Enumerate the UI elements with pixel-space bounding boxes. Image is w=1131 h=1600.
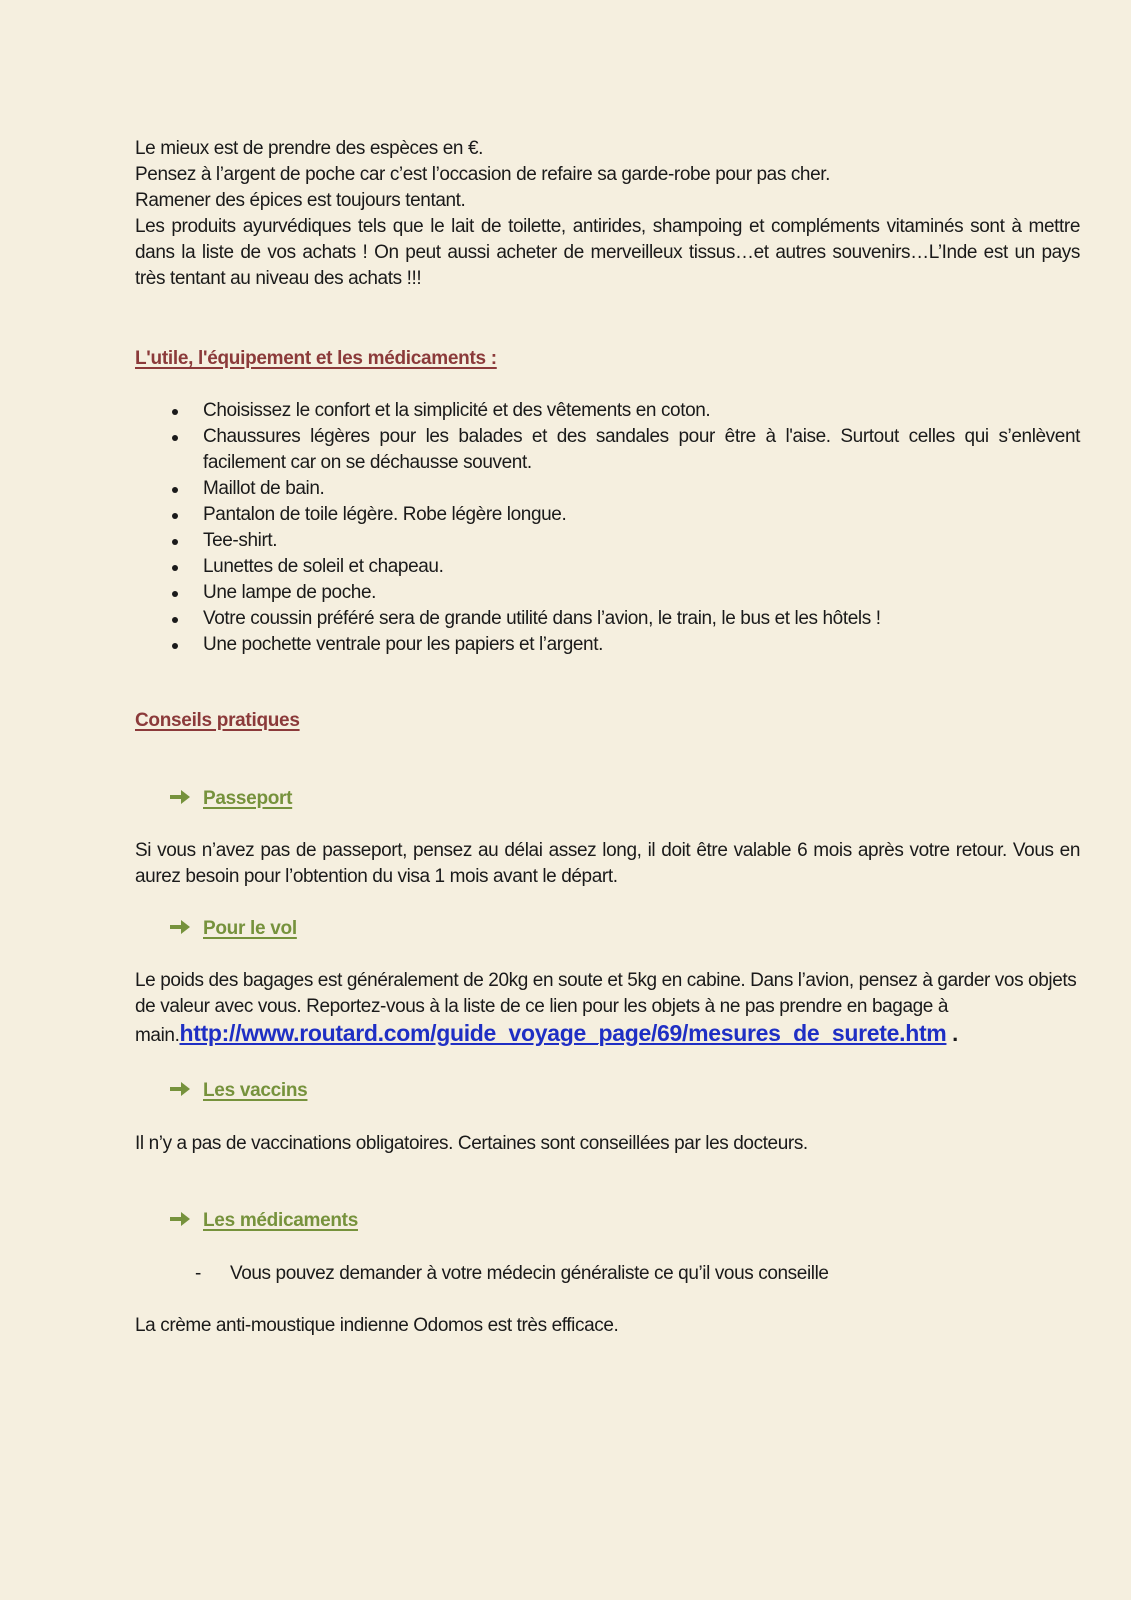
- flight-subheading-row: [169, 918, 297, 940]
- list-item-text: Une pochette ventrale pour les papiers et l’argent.: [203, 634, 603, 655]
- list-item-text: Choisissez le confort et la simplicité et des vêtements en coton.: [203, 400, 711, 421]
- passport-text-block: [135, 838, 1080, 890]
- bullet-icon: [172, 617, 178, 623]
- flight-text: Le poids des bagages est généralement de 20kg en soute et 5kg en cabine. Dans l’avion, pensez à garder vos objets de valeur avec vous. Reportez-vous à la liste de ce lien pour les objets à ne pas prendre en bagage à main.: [135, 970, 1077, 1046]
- medicines-dash-item: [195, 1261, 829, 1287]
- list-item-text: Une lampe de poche.: [203, 582, 377, 603]
- vaccines-subheading-row: [169, 1080, 307, 1102]
- arrow-right-icon: [169, 919, 191, 935]
- intro-paragraph: Les produits ayurvédiques tels que le lait de toilette, antirides, shampoing et compléments vitaminés sont à mettre dans la liste de vos achats ! On peut aussi acheter de merveilleux tissus…et autres souvenirs…L’Inde est un pays très tentant au niveau des achats !!!: [135, 216, 1080, 289]
- bullet-icon: [172, 591, 178, 597]
- list-item-text: Chaussures légères pour les balades et des sandales pour être à l'aise. Surtout celles qui s’enlèvent facilement car on se déchausse souvent.: [203, 426, 1080, 473]
- intro-line: Le mieux est de prendre des espèces en €.: [135, 138, 483, 159]
- list-item: [135, 554, 1080, 580]
- dash-icon: -: [195, 1263, 201, 1284]
- arrow-right-icon: [169, 789, 191, 805]
- bullet-icon: [172, 487, 178, 493]
- routard-safety-link[interactable]: http://www.routard.com/guide_voyage_page/69/mesures_de_surete.htm: [179, 1020, 947, 1046]
- bullet-icon: [172, 409, 178, 415]
- arrow-right-icon: [169, 1081, 191, 1097]
- list-item: [135, 528, 1080, 554]
- list-item-text: Lunettes de soleil et chapeau.: [203, 556, 444, 577]
- list-item-text: Tee-shirt.: [203, 530, 278, 551]
- passport-subheading-row: [169, 788, 292, 810]
- bullet-icon: [172, 435, 178, 441]
- list-item: [135, 606, 1080, 632]
- list-item: [135, 424, 1080, 476]
- advice-section-heading-row: [135, 710, 1080, 732]
- medicines-text: La crème anti-moustique indienne Odomos est très efficace.: [135, 1315, 619, 1336]
- bullet-icon: [172, 643, 178, 649]
- list-item: [135, 580, 1080, 606]
- equipment-section-heading-row: [135, 348, 1080, 370]
- flight-heading: Pour le vol: [203, 918, 297, 939]
- intro-section: [135, 136, 1080, 292]
- bullet-icon: [172, 513, 178, 519]
- medicines-text-block: [135, 1313, 1080, 1339]
- flight-paragraph: [135, 968, 1080, 1049]
- equipment-heading: L'utile, l'équipement et les médicaments :: [135, 348, 497, 369]
- medicines-heading: Les médicaments: [203, 1210, 358, 1231]
- list-item: [135, 632, 1080, 658]
- link-trailing-period: .: [946, 1021, 958, 1046]
- equipment-list-container: [135, 398, 1080, 658]
- vaccines-heading: Les vaccins: [203, 1080, 308, 1101]
- passport-heading: Passeport: [203, 788, 293, 809]
- list-item-text: Maillot de bain.: [203, 478, 325, 499]
- vaccines-text-block: [135, 1131, 1080, 1157]
- list-item-text: Pantalon de toile légère. Robe légère longue.: [203, 504, 567, 525]
- list-item: [135, 476, 1080, 502]
- bullet-icon: [172, 539, 178, 545]
- medicines-subheading-row: [169, 1210, 358, 1232]
- vaccines-text: Il n’y a pas de vaccinations obligatoires. Certaines sont conseillées par les docteurs.: [135, 1133, 808, 1154]
- intro-line: Ramener des épices est toujours tentant.: [135, 190, 466, 211]
- passport-text: Si vous n’avez pas de passeport, pensez au délai assez long, il doit être valable 6 mois après votre retour. Vous en aurez besoin pour l’obtention du visa 1 mois avant le départ.: [135, 840, 1080, 887]
- equipment-list: [135, 398, 1080, 658]
- list-item: [135, 398, 1080, 424]
- bullet-icon: [172, 565, 178, 571]
- arrow-right-icon: [169, 1211, 191, 1227]
- list-item: [135, 502, 1080, 528]
- intro-line: Pensez à l’argent de poche car c’est l’occasion de refaire sa garde-robe pour pas cher.: [135, 164, 831, 185]
- dash-item-text: Vous pouvez demander à votre médecin généraliste ce qu’il vous conseille: [230, 1263, 829, 1284]
- list-item-text: Votre coussin préféré sera de grande utilité dans l’avion, le train, le bus et les hôtels !: [203, 608, 881, 629]
- advice-heading: Conseils pratiques: [135, 710, 300, 731]
- flight-text-block: [135, 968, 1080, 1049]
